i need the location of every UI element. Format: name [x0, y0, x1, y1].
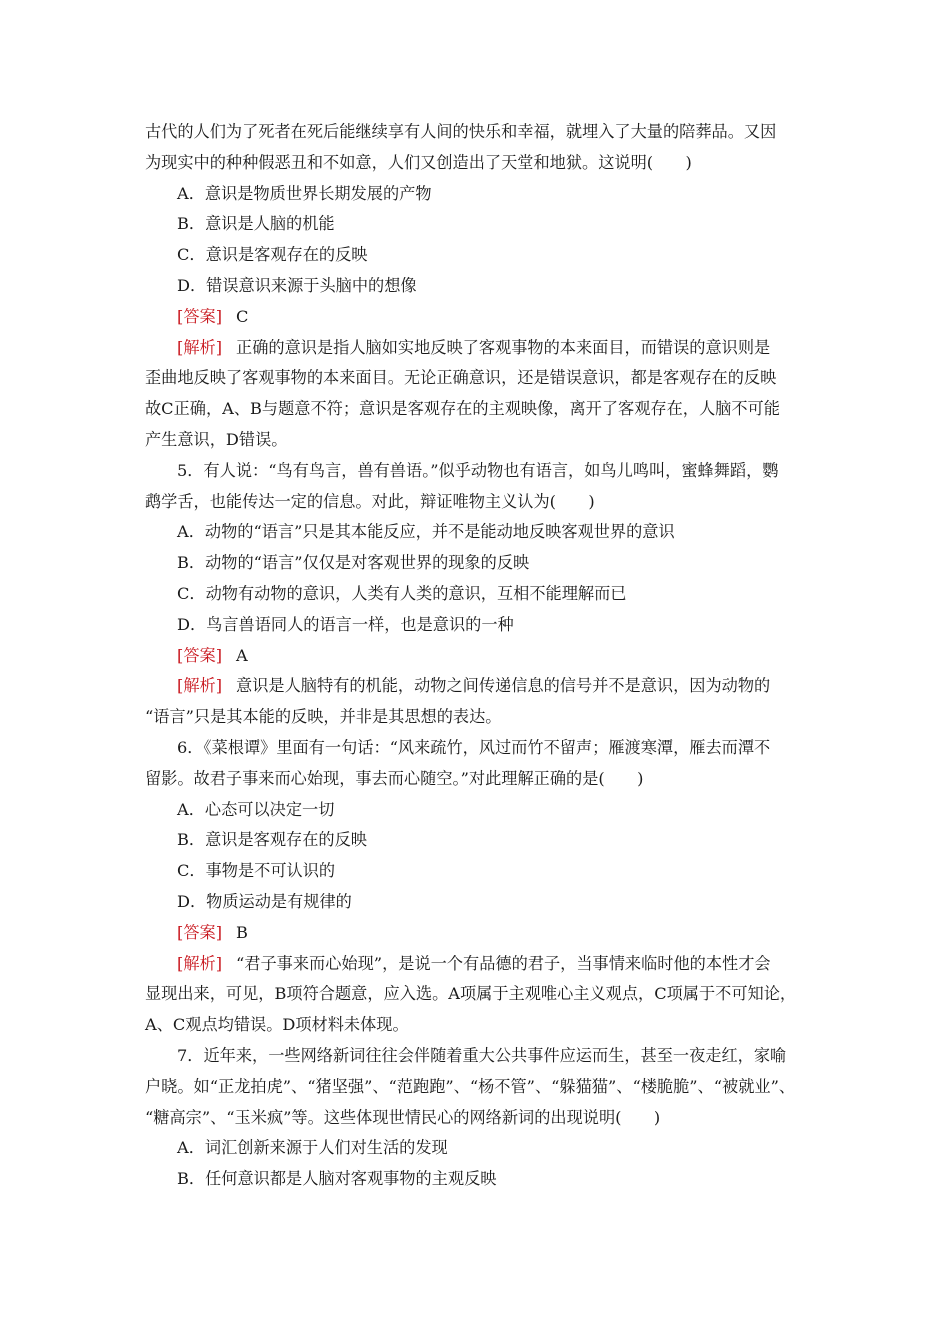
q5-option-c: C．动物有动物的意识，人类有人类的意识，互相不能理解而已: [177, 583, 627, 603]
answer-value: C: [236, 306, 249, 326]
q5-option-d: D．鸟言兽语同人的语言一样，也是意识的一种: [177, 614, 514, 634]
q4-option-b: B．意识是人脑的机能: [177, 214, 335, 234]
q7-option-a: A．词汇创新来源于人们对生活的发现: [177, 1138, 448, 1158]
q6-option-c: C．事物是不可认识的: [177, 861, 336, 881]
q6-analysis-line: A、C观点均错误。D项材料未体现。: [145, 1015, 409, 1035]
analysis-text: “君子事来而心始现”，是说一个有品德的君子，当事情来临时他的本性才会: [236, 953, 771, 973]
q6-option-b: B．意识是客观存在的反映: [177, 830, 367, 850]
q5-option-b: B．动物的“语言”仅仅是对客观世界的现象的反映: [177, 553, 530, 573]
q4-option-c: C．意识是客观存在的反映: [177, 245, 368, 265]
q7-stem-line: 户晓。如“正龙拍虎”、“猪坚强”、“范跑跑”、“杨不管”、“躲猫猫”、“楼脆脆”、“被就业”、: [145, 1076, 796, 1096]
analysis-tag: [解析]: [177, 337, 223, 357]
question-content: [145, 117, 815, 1195]
q4-analysis-line: [145, 333, 815, 364]
q5-analysis-line: [145, 671, 815, 702]
analysis-tag: [解析]: [177, 676, 223, 696]
answer-value: B: [236, 922, 248, 942]
q4-stem-line: 为现实中的种种假恶丑和不如意，人们又创造出了天堂和地狱。这说明( ): [145, 152, 692, 172]
q5-stem-line: 鹉学舌，也能传达一定的信息。对此，辩证唯物主义认为( ): [145, 491, 595, 511]
q5-stem-line: 5．有人说：“鸟有鸟言，兽有兽语。”似乎动物也有语言，如鸟儿鸣叫，蜜蜂舞蹈，鹦: [177, 460, 779, 480]
q5-option-a: A．动物的“语言”只是其本能反应，并不是能动地反映客观世界的意识: [177, 522, 675, 542]
q4-option-a: A．意识是物质世界长期发展的产物: [177, 183, 432, 203]
q6-option-d: D．物质运动是有规律的: [177, 891, 352, 911]
analysis-text: 正确的意识是指人脑如实地反映了客观事物的本来面目，而错误的意识则是: [236, 337, 771, 357]
analysis-text: 意识是人脑特有的机能，动物之间传递信息的信号并不是意识，因为动物的: [236, 676, 771, 696]
q4-option-d: D．错误意识来源于头脑中的想像: [177, 275, 417, 295]
q6-stem-line: 留影。故君子事来而心始现，事去而心随空。”对此理解正确的是( ): [145, 768, 644, 788]
q7-option-b: B．任何意识都是人脑对客观事物的主观反映: [177, 1169, 497, 1189]
q6-analysis-line: 显现出来，可见，B项符合题意，应入选。A项属于主观唯心主义观点，C项属于不可知论，: [145, 984, 797, 1004]
q4-analysis-line: 故C正确，A、B与题意不符；意识是客观存在的主观映像，离开了客观存在，人脑不可能: [145, 399, 780, 419]
answer-tag: [答案]: [177, 922, 223, 942]
q4-analysis-line: 产生意识，D错误。: [145, 429, 288, 449]
q7-stem-line: “糖高宗”、“玉米疯”等。这些体现世情民心的网络新词的出现说明( ): [145, 1107, 661, 1127]
q6-analysis-line: [145, 949, 815, 980]
answer-tag: [答案]: [177, 306, 223, 326]
analysis-tag: [解析]: [177, 953, 223, 973]
q4-answer-line: [145, 302, 815, 333]
q6-stem-line: 6．《菜根谭》里面有一句话：“风来疏竹，风过而竹不留声；雁渡寒潭，雁去而潭不: [177, 737, 771, 757]
q4-stem-line: 古代的人们为了死者在死后能继续享有人间的快乐和幸福，就埋入了大量的陪葬品。又因: [145, 122, 777, 141]
q6-answer-line: [145, 918, 815, 949]
q5-answer-line: [145, 641, 815, 672]
q4-analysis-line: 歪曲地反映了客观事物的本来面目。无论正确意识，还是错误意识，都是客观存在的反映: [145, 368, 777, 388]
q7-stem-line: 7．近年来，一些网络新词往往会伴随着重大公共事件应运而生，甚至一夜走红，家喻: [177, 1045, 787, 1065]
answer-tag: [答案]: [177, 645, 223, 665]
q6-option-a: A．心态可以决定一切: [177, 799, 335, 819]
q5-analysis-line: “语言”只是其本能的反映，并非是其思想的表达。: [145, 707, 502, 727]
answer-value: A: [236, 645, 248, 665]
